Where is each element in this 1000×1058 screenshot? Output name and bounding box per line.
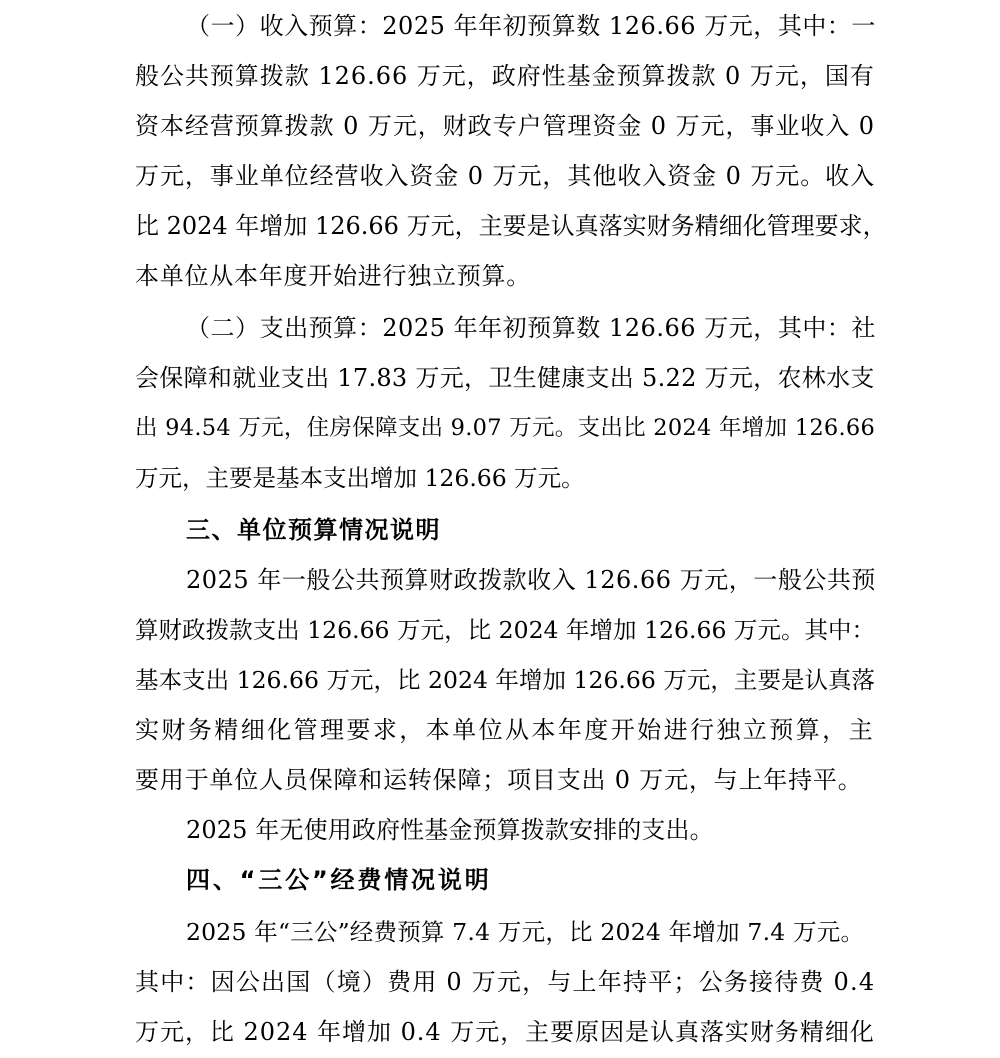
paragraph-line: 般公共预算拨款 126.66 万元，政府性基金预算拨款 0 万元，国有 [135,62,875,90]
paragraph-line: 万元，主要是基本支出增加 126.66 万元。 [135,464,585,492]
paragraph-line: 2025 年一般公共预算财政拨款收入 126.66 万元，一般公共预 [186,566,876,594]
paragraph-line: 资本经营预算拨款 0 万元，财政专户管理资金 0 万元，事业收入 0 [135,112,875,140]
paragraph-line: 万元，比 2024 年增加 0.4 万元，主要原因是认真落实财务精细化 [135,1018,875,1046]
paragraph-line: （二）支出预算：2025 年年初预算数 126.66 万元，其中：社 [186,314,876,342]
paragraph-line: 要用于单位人员保障和运转保障；项目支出 0 万元，与上年持平。 [135,766,863,794]
paragraph-line: 万元，事业单位经营收入资金 0 万元，其他收入资金 0 万元。收入 [135,162,875,190]
paragraph-line: 本单位从本年度开始进行独立预算。 [135,262,531,290]
paragraph-line: 会保障和就业支出 17.83 万元，卫生健康支出 5.22 万元，农林水支 [135,364,875,392]
section-heading: 四、“三公”经费情况说明 [186,866,492,894]
paragraph-line: 出 94.54 万元，住房保障支出 9.07 万元。支出比 2024 年增加 126.66 [135,415,875,441]
paragraph-line: 算财政拨款支出 126.66 万元，比 2024 年增加 126.66 万元。其中： [135,616,875,644]
paragraph-line: 其中：因公出国（境）费用 0 万元，与上年持平；公务接待费 0.4 [135,968,875,996]
paragraph-line: 基本支出 126.66 万元，比 2024 年增加 126.66 万元，主要是认真落 [135,666,875,694]
section-heading: 三、单位预算情况说明 [186,516,441,544]
paragraph-line: 2025 年“三公”经费预算 7.4 万元，比 2024 年增加 7.4 万元。 [186,918,864,946]
paragraph-line: （一）收入预算：2025 年年初预算数 126.66 万元，其中：一 [186,12,876,40]
paragraph-line: 2025 年无使用政府性基金预算拨款安排的支出。 [186,816,714,844]
paragraph-line: 比 2024 年增加 126.66 万元，主要是认真落实财务精细化管理要求， [135,212,887,240]
paragraph-line: 实财务精细化管理要求，本单位从本年度开始进行独立预算，主 [135,716,875,744]
